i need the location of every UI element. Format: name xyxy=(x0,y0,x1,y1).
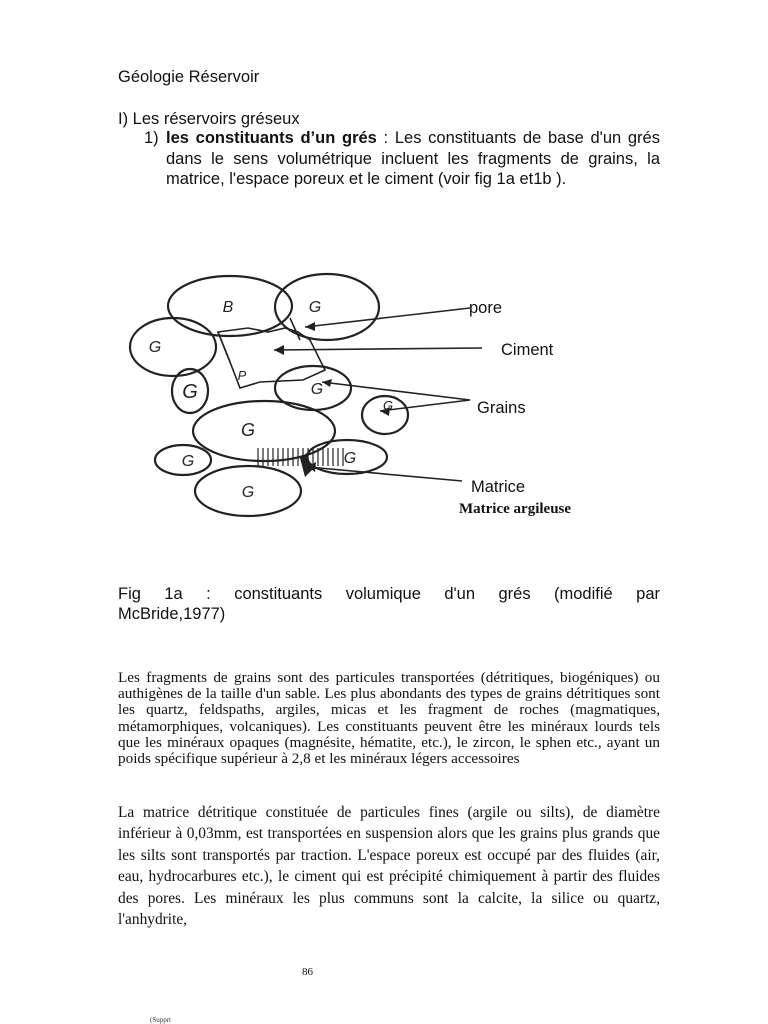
grain-symbol: G xyxy=(241,484,255,501)
grain-big-center xyxy=(193,401,335,461)
pore-symbol: P xyxy=(237,368,247,383)
label-matrice: Matrice xyxy=(471,478,526,496)
grain-left xyxy=(130,318,216,376)
page-number: 86 xyxy=(302,966,313,978)
section-heading: I) Les réservoirs gréseux xyxy=(118,110,300,128)
grain-top-right xyxy=(275,274,379,340)
grain-symbol: G xyxy=(182,381,198,403)
grain-symbol-b: B xyxy=(222,299,234,316)
figure-caption xyxy=(118,584,660,624)
grain-symbol: G xyxy=(308,299,322,316)
paragraph-grain-fragments: Les fragments de grains sont des particules transportées (détritiques, biogéniques) ou authigènes de la taille d'un sable. Les plus abondants des types de grains détritiques sont les quartz, feldspaths, argiles, micas et les fragment de roches (magmatiques, métamorphiques, volcaniques). Les constituants peuvent être les minéraux lourds tels que les minéraux opaques (magnésite, hématite, etc.), le zircon, le sphen etc., ayant un poids spécifique supérieur à 2,8 et les minéraux légers accessoires xyxy=(118,669,660,768)
figure-caption-line-2: McBride,1977) xyxy=(118,605,226,623)
grain-symbol: G xyxy=(240,420,256,440)
list-item-1 xyxy=(118,128,660,190)
grain-symbol: G xyxy=(382,398,394,413)
label-pore: pore xyxy=(469,299,503,317)
label-matrice-argileuse: Matrice argileuse xyxy=(459,501,572,517)
grain-constituents-figure xyxy=(100,270,660,530)
grain-symbol: G xyxy=(310,381,324,398)
grain-symbol: G xyxy=(181,453,195,470)
arrowheads xyxy=(274,322,390,472)
grain-symbol: G xyxy=(148,339,162,356)
document-title: Géologie Réservoir xyxy=(118,68,260,86)
label-grains: Grains xyxy=(477,399,526,417)
stray-text: (Supprt xyxy=(150,1016,171,1024)
grain-symbol: G xyxy=(343,450,357,467)
list-item-body xyxy=(166,128,660,190)
label-ciment: Ciment xyxy=(501,341,554,359)
list-item-number: 1) xyxy=(144,129,159,147)
list-item-text: : Les constituants de base d'un grés dans le sens volumétrique incluent les fragments de grains, la matrice, l'espace poreux et le ciment (voir fig 1a et1b ). xyxy=(166,129,660,188)
list-item-lead: les constituants d’un grés xyxy=(166,129,377,147)
paragraph-matrix: La matrice détritique constituée de particules fines (argile ou silts), de diamètre inférieur à 0,03mm, est transportées en suspension alors que les grains plus grands que les silts sont transportés par traction. L'espace poreux est occupé par des fluides (air, eau, hydrocarbures etc.), le ciment qui est précipité chimiquement à partir des fluides des pores. Les minéraux les plus communs sont la calcite, la silice ou quartz, l'anhydrite, xyxy=(118,804,660,929)
figure-caption-line-1: Fig 1a : constituants volumique d'un grés (modifié par xyxy=(118,585,660,603)
